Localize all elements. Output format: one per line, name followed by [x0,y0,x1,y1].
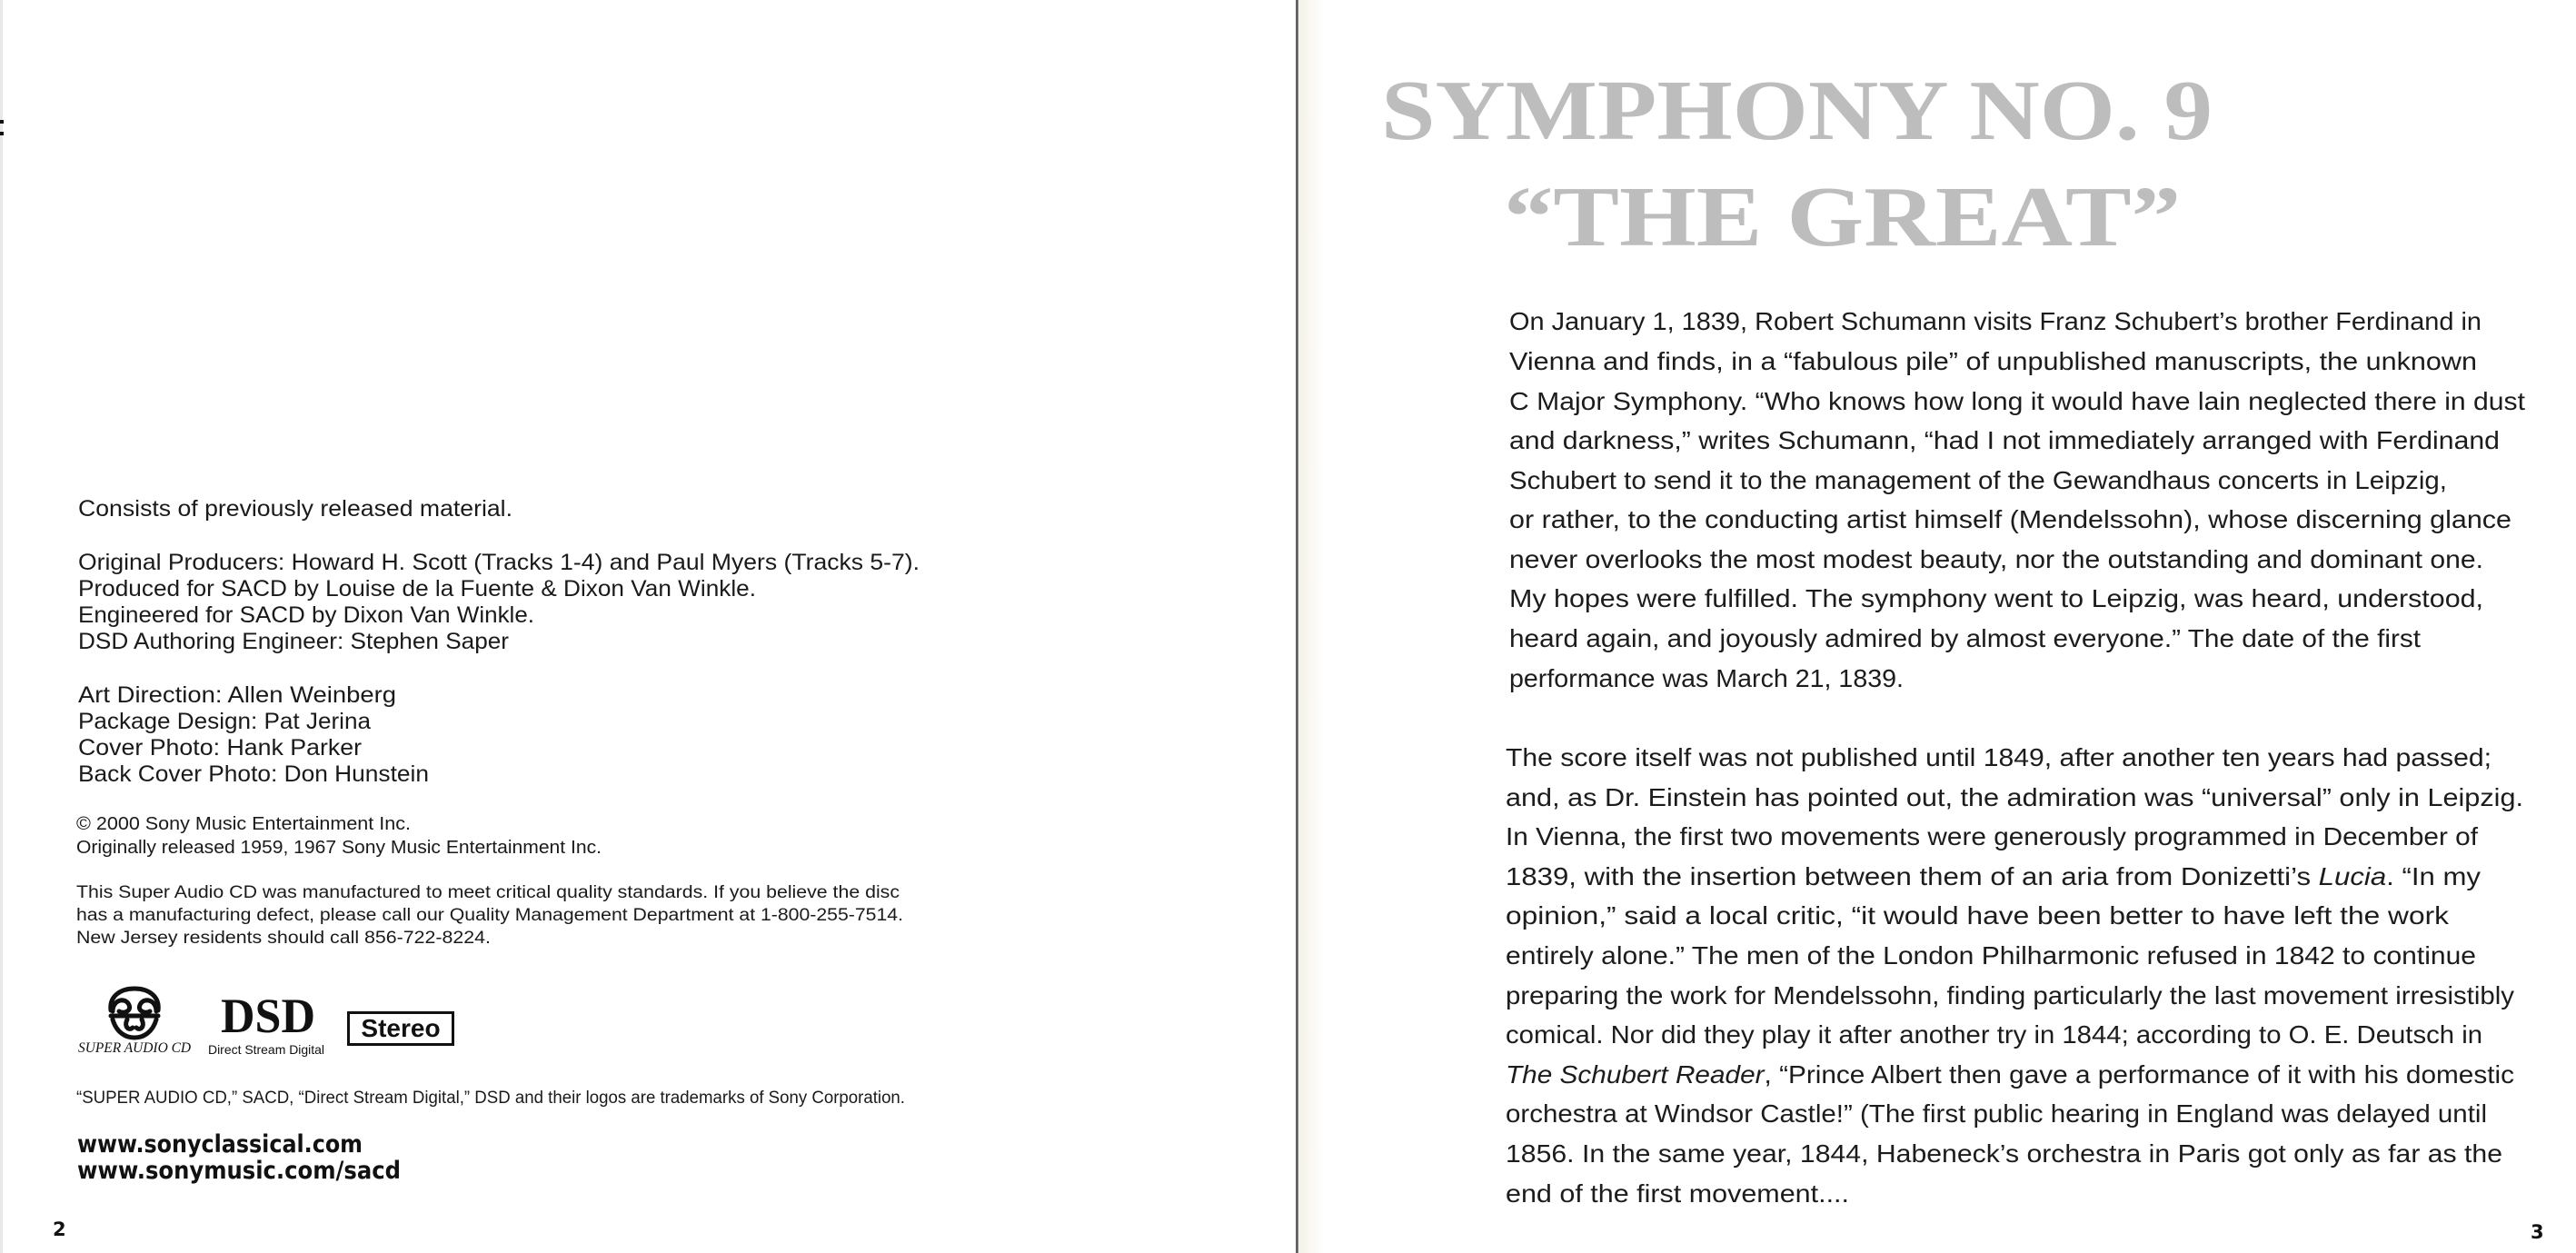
body-line: The score itself was not published until 1849, after another ten years had passed; [1506,743,2491,771]
credit-line: Produced for SACD by Louise de la Fuente & Dixon Van Winkle. [78,576,757,602]
sacd-caption: SUPER AUDIO CD [78,1040,192,1056]
body-text: , “Prince Albert then gave a performance of it with his domestic [1764,1060,2471,1089]
body-line: end of the first movement.... [1506,1179,1849,1208]
body-line: never overlooks the most modest beauty, nor the outstanding and dominant one. [1509,545,2483,573]
body-line: On January 1, 1839, Robert Schumann visits Franz Schubert’s brother Ferdinand in [1509,307,2482,335]
sacd-logo [78,989,191,1056]
title-line-1: SYMPHONY NO. 9 [1381,64,2213,158]
title-line-2: “THE GREAT” [1504,170,2181,264]
copyright-line: © 2000 Sony Music Entertainment Inc. [76,814,411,834]
credit-line: DSD Authoring Engineer: Stephen Saper [78,629,509,654]
quality-line: New Jersey residents should call 856-722-8224. [76,929,491,948]
work-title-lucia: Lucia [2318,862,2380,890]
body-line: In Vienna, the first two movements were generously programmed in December of [1506,822,2479,850]
page-number-left: 2 [53,1218,66,1240]
center-fold [1296,0,1298,1253]
body-line: comical. Nor did they play it after another try in 1844; according to O. E. Deutsch in [1506,1020,2482,1049]
credit-line: Package Design: Pat Jerina [78,709,372,734]
credit-line: Back Cover Photo: Don Hunstein [78,761,430,787]
title [1381,64,2213,264]
url-sonyclassical[interactable]: www.sonyclassical.com [77,1130,363,1159]
copyright-block [76,814,602,858]
body-line: 1856. In the same year, 1844, Habeneck’s orchestra in Paris got only as far as the [1506,1139,2502,1168]
body-line: opinion,” said a local critic, “it would have been better to have left the work [1506,901,2451,930]
body-line: and darkness,” writes Schumann, “had I not immediately arranged with Ferdinand [1509,426,2500,454]
trademark-notice: “SUPER AUDIO CD,” SACD, “Direct Stream Digital,” DSD and their logos are trademarks of Sony Corporation. [76,1089,905,1108]
release-notice: Consists of previously released material. [78,496,512,522]
body-line: My hopes were fulfilled. The symphony went to Leipzig, was heard, understood, [1509,584,2483,612]
dsd-caption: Direct Stream Digital [208,1042,324,1057]
body-text: . “In my [2386,862,2472,890]
body-line: performance was March 21, 1839. [1509,664,1904,692]
production-credits [78,550,920,654]
right-page [1299,0,2576,1253]
body-line: orchestra at Windsor Castle!” (The first public hearing in England was delayed until [1506,1099,2487,1128]
paragraph-1 [1509,307,2525,692]
copyright-line: Originally released 1959, 1967 Sony Music Entertainment Inc. [76,838,602,858]
quality-notice [76,883,903,948]
sacd-emblem-icon [111,989,158,1038]
credit-line: Art Direction: Allen Weinberg [78,682,396,708]
url-sonymusic-sacd[interactable]: www.sonymusic.com/sacd [77,1157,401,1185]
credit-line: Cover Photo: Hank Parker [78,735,362,761]
design-credits [78,682,429,787]
body-line [1506,1060,2514,1089]
stereo-badge: Stereo [347,1011,454,1046]
page-number-right: 3 [2531,1221,2544,1243]
dsd-mark: DSD [221,989,315,1043]
body-line: heard again, and joyously admired by almost everyone.” The date of the first [1509,624,2422,652]
dsd-logo [208,989,324,1057]
credit-line: Original Producers: Howard H. Scott (Tracks 1-4) and Paul Myers (Tracks 5-7). [78,550,920,575]
paragraph-2 [1506,743,2523,1208]
body-line: or rather, to the conducting artist himself (Mendelssohn), whose discerning glance [1509,505,2511,533]
quality-line: This Super Audio CD was manufactured to meet critical quality standards. If you believe the disc [76,883,900,902]
body-line: and, as Dr. Einstein has pointed out, the admiration was “universal” only in Leipzig. [1506,783,2523,811]
body-line: C Major Symphony. “Who knows how long it would have lain neglected there in dust [1509,387,2526,415]
credit-line: Engineered for SACD by Dixon Van Winkle. [78,602,534,628]
body-text: 1839, with the insertion between them of an aria from Donizetti’s [1506,862,2237,890]
body-line: entirely alone.” The men of the London Philharmonic refused in 1842 to continue [1506,941,2476,970]
quality-line: has a manufacturing defect, please call our Quality Management Department at 1-800-255-7514. [76,906,903,925]
body-line: Vienna and finds, in a “fabulous pile” of unpublished manuscripts, the unknown [1509,347,2477,375]
work-title-schubert-reader: The Schubert Reader [1506,1060,1749,1089]
body-line: preparing the work for Mendelssohn, finding particularly the last movement irresistibly [1506,981,2514,1009]
body-line [1506,862,2481,890]
body-line: Schubert to send it to the management of the Gewandhaus concerts in Leipzig, [1509,466,2447,494]
